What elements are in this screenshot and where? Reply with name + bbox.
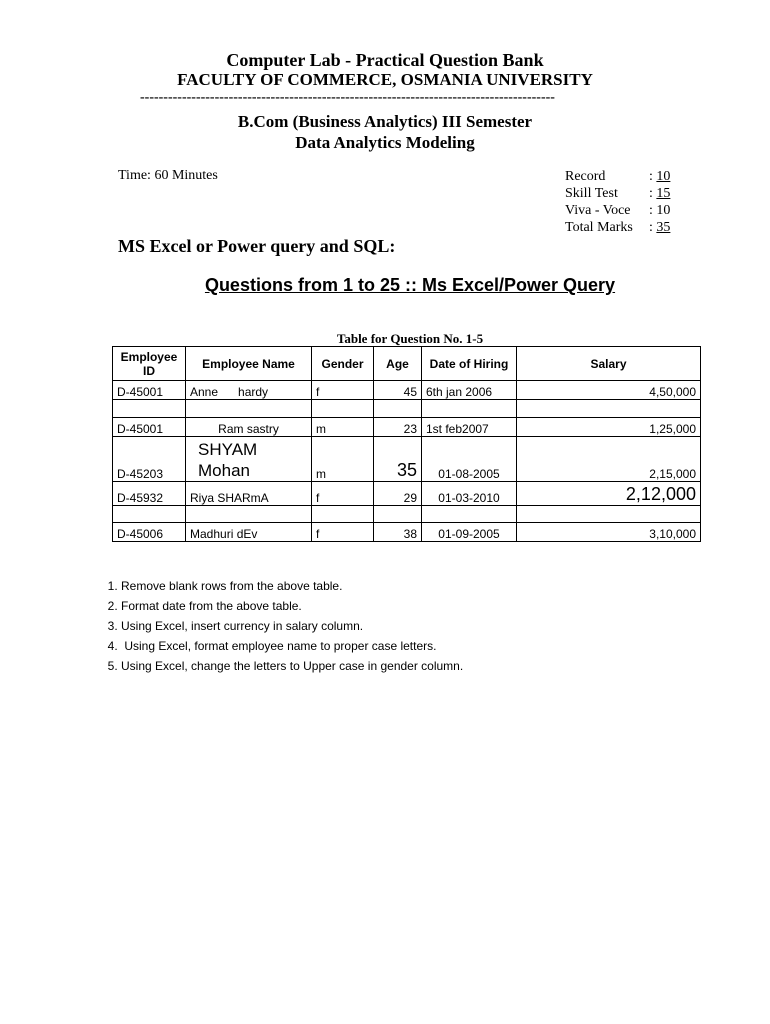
cell-gender [312, 400, 374, 418]
cell-age: 23 [374, 418, 422, 437]
column-header-age: Age [374, 347, 422, 381]
cell-employee-id: D-45001 [113, 418, 186, 437]
cell-salary: 1,25,000 [517, 418, 701, 437]
cell-date-of-hiring: 1st feb2007 [422, 418, 517, 437]
table-row [113, 482, 701, 506]
table-row [113, 523, 701, 542]
marks-breakdown [565, 168, 670, 236]
cell-date-of-hiring: 01-08-2005 [422, 437, 517, 482]
marks-row-total [565, 219, 670, 236]
marks-value: : 15 [649, 186, 671, 201]
cell-employee-name: Ram sastry [186, 418, 312, 437]
table-header-row [113, 347, 701, 381]
marks-number: 15 [656, 186, 671, 201]
list-item: 1. Remove blank rows from the above table. [121, 576, 463, 596]
header-divider: ----------------------------------------------------------------------------------------- [140, 90, 555, 105]
marks-label: Viva - Voce [565, 203, 631, 218]
marks-number: 10 [656, 169, 671, 184]
list-item: 5. Using Excel, change the letters to Upper case in gender column. [121, 656, 463, 676]
cell-salary: 2,15,000 [517, 437, 701, 482]
cell-date-of-hiring [422, 506, 517, 523]
column-header-employee-id: Employee ID [113, 347, 186, 381]
cell-date-of-hiring [422, 400, 517, 418]
question-list [96, 576, 463, 676]
document-title: Computer Lab - Practical Question Bank [226, 50, 544, 70]
cell-gender: m [312, 437, 374, 482]
cell-employee-name: Madhuri dEv [186, 523, 312, 542]
column-header-date-of-hiring: Date of Hiring [422, 347, 517, 381]
column-header-gender: Gender [312, 347, 374, 381]
subject-name: Data Analytics Modeling [295, 133, 475, 152]
cell-salary: 4,50,000 [517, 381, 701, 400]
cell-age: 38 [374, 523, 422, 542]
cell-age: 35 [374, 437, 422, 482]
marks-row-skill-test [565, 185, 670, 202]
table-row [113, 418, 701, 437]
marks-number: 35 [656, 220, 671, 235]
marks-label: Record [565, 169, 606, 184]
section-heading: MS Excel or Power query and SQL: [118, 236, 396, 256]
marks-label: Skill Test [565, 186, 618, 201]
question-title: Questions from 1 to 25 :: Ms Excel/Power Query [204, 275, 616, 295]
list-item: 2. Format date from the above table. [121, 596, 463, 616]
table-row-blank [113, 506, 701, 523]
cell-gender: m [312, 418, 374, 437]
marks-row-record [565, 168, 670, 185]
list-item: 4. Using Excel, format employee name to proper case letters. [121, 636, 463, 656]
cell-employee-id: D-45203 [113, 437, 186, 482]
cell-salary: 3,10,000 [517, 523, 701, 542]
cell-employee-id: D-45001 [113, 381, 186, 400]
cell-salary [517, 506, 701, 523]
marks-value: : 10 [649, 169, 671, 184]
cell-salary: 2,12,000 [517, 482, 701, 506]
cell-salary [517, 400, 701, 418]
cell-employee-name [186, 506, 312, 523]
cell-gender: f [312, 381, 374, 400]
cell-gender: f [312, 482, 374, 506]
table-caption: Table for Question No. 1-5 [336, 331, 484, 346]
cell-employee-name [186, 400, 312, 418]
table-row [113, 437, 701, 482]
marks-value: : 35 [649, 220, 671, 235]
cell-gender: f [312, 523, 374, 542]
cell-age: 45 [374, 381, 422, 400]
cell-employee-name: SHYAM Mohan [186, 437, 312, 482]
marks-value: : 10 [649, 203, 671, 218]
cell-age: 29 [374, 482, 422, 506]
cell-employee-name: Riya SHARmA [186, 482, 312, 506]
cell-date-of-hiring: 6th jan 2006 [422, 381, 517, 400]
course-name: B.Com (Business Analytics) III Semester [237, 112, 533, 131]
cell-date-of-hiring: 01-03-2010 [422, 482, 517, 506]
cell-employee-name: Anne hardy [186, 381, 312, 400]
cell-employee-id [113, 400, 186, 418]
column-header-employee-name: Employee Name [186, 347, 312, 381]
list-item: 3. Using Excel, insert currency in salary column. [121, 616, 463, 636]
cell-age [374, 506, 422, 523]
marks-label: Total Marks [565, 220, 633, 235]
cell-gender [312, 506, 374, 523]
cell-employee-id: D-45006 [113, 523, 186, 542]
cell-employee-id: D-45932 [113, 482, 186, 506]
exam-time: Time: 60 Minutes [118, 168, 218, 183]
cell-date-of-hiring: 01-09-2005 [422, 523, 517, 542]
marks-row-viva-voce [565, 202, 670, 219]
faculty-name: FACULTY OF COMMERCE, OSMANIA UNIVERSITY [177, 70, 593, 89]
table-row-blank [113, 400, 701, 418]
table-row [113, 381, 701, 400]
employee-table [112, 346, 701, 542]
cell-employee-id [113, 506, 186, 523]
column-header-salary: Salary [517, 347, 701, 381]
cell-age [374, 400, 422, 418]
